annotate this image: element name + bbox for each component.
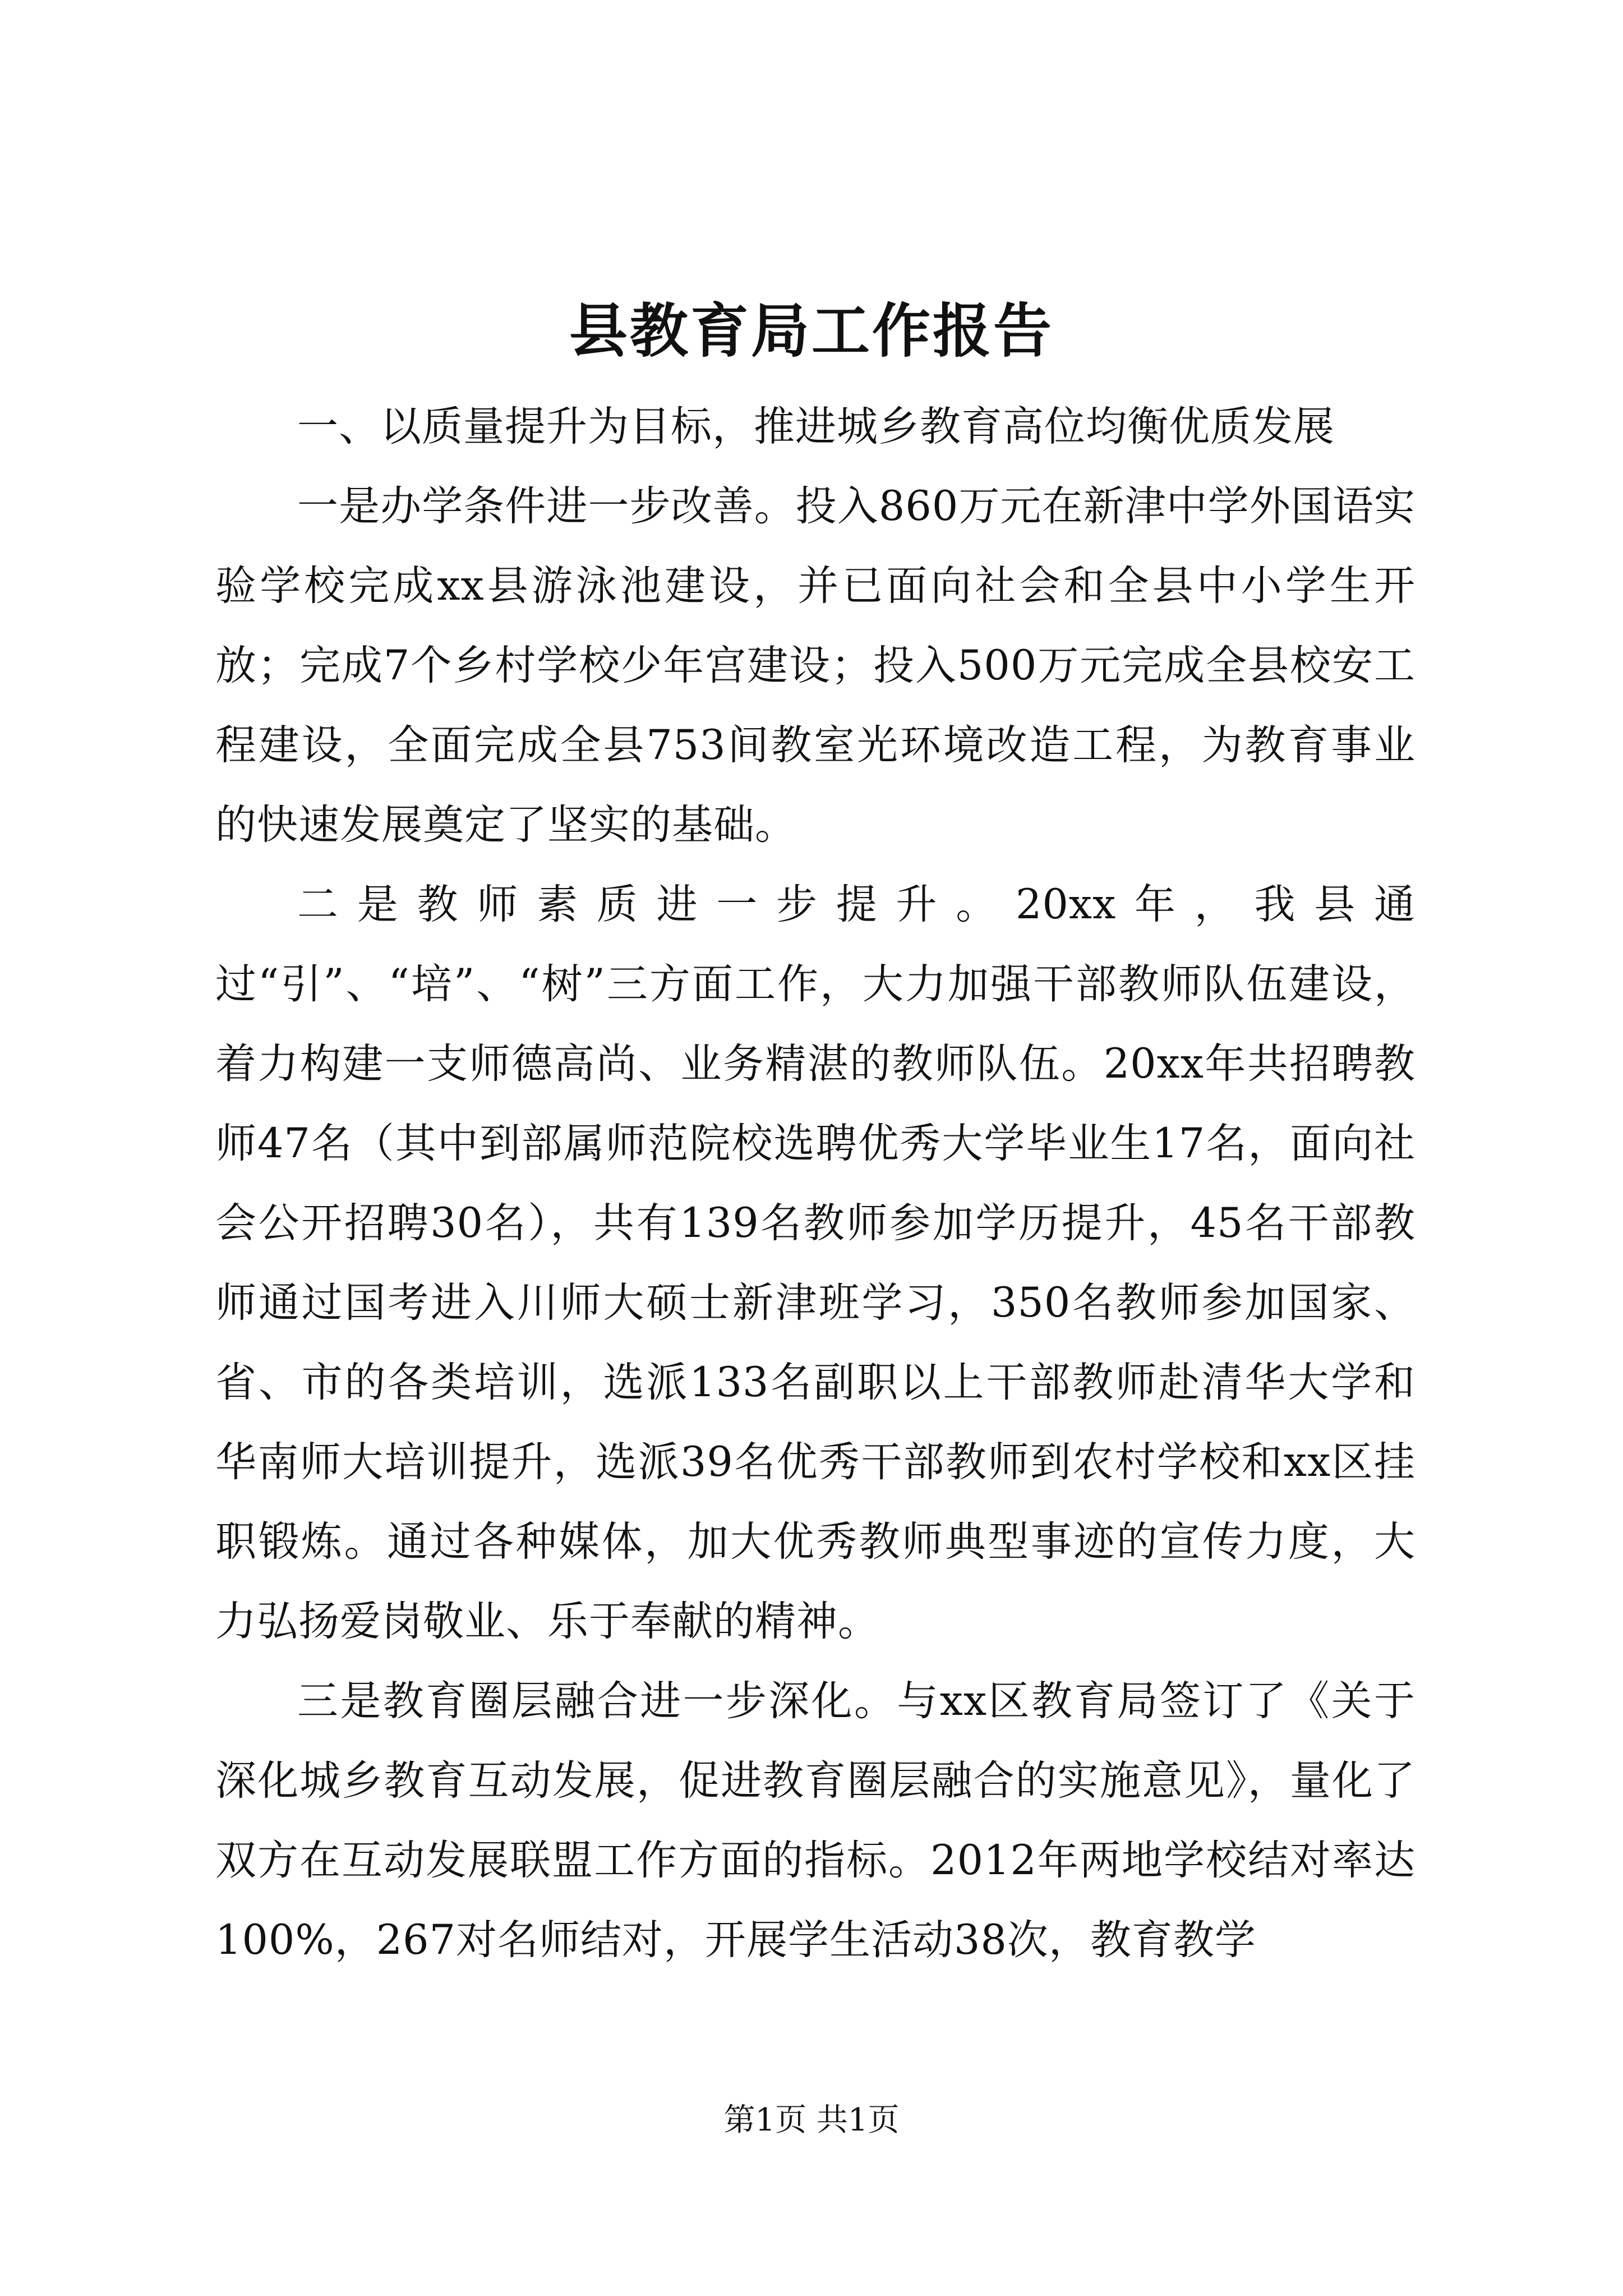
- paragraph-1: 一是办学条件进一步改善。投入860万元在新津中学外国语实验学校完成xx县游泳池建设，并已面向社会和全县中小学生开放；完成7个乡村学校少年宫建设；投入500万元完成全县校安工程建设，全面完成全县753间教室光环境改造工程，为教育事业的快速发展奠定了坚实的基础。: [215, 482, 1415, 849]
- page-footer: [0, 2098, 1623, 2143]
- paragraph-3: 三是教育圈层融合进一步深化。与xx区教育局签订了《关于深化城乡教育互动发展，促进教育圈层融合的实施意见》，量化了双方在互动发展联盟工作方面的指标。2012年两地学校结对率达100%，267对名师结对，开展学生活动38次，教育教学: [215, 1677, 1415, 1964]
- page-number-label: 第1页 共1页: [723, 2102, 900, 2138]
- section-heading: 一、以质量提升为目标，推进城乡教育高位均衡优质发展: [297, 403, 1335, 450]
- document-title: 县教育局工作报告: [569, 296, 1054, 365]
- paragraph-2: 二是教师素质进一步提升。20xx年，我县通过“引”、“培”、“树”三方面工作，大力加强干部教师队伍建设，着力构建一支师德高尚、业务精湛的教师队伍。20xx年共招聘教师47名（其中到部属师范院校选聘优秀大学毕业生17名，面向社会公开招聘30名），共有139名教师参加学历提升，45名干部教师通过国考进入川师大硕士新津班学习，350名教师参加国家、省、市的各类培训，选派133名副职以上干部教师赴清华大学和华南师大培训提升，选派39名优秀干部教师到农村学校和xx区挂职锻炼。通过各种媒体，加大优秀教师典型事迹的宣传力度，大力弘扬爱岗敬业、乐于奉献的精神。: [215, 881, 1415, 1645]
- document-body: [215, 387, 1415, 1980]
